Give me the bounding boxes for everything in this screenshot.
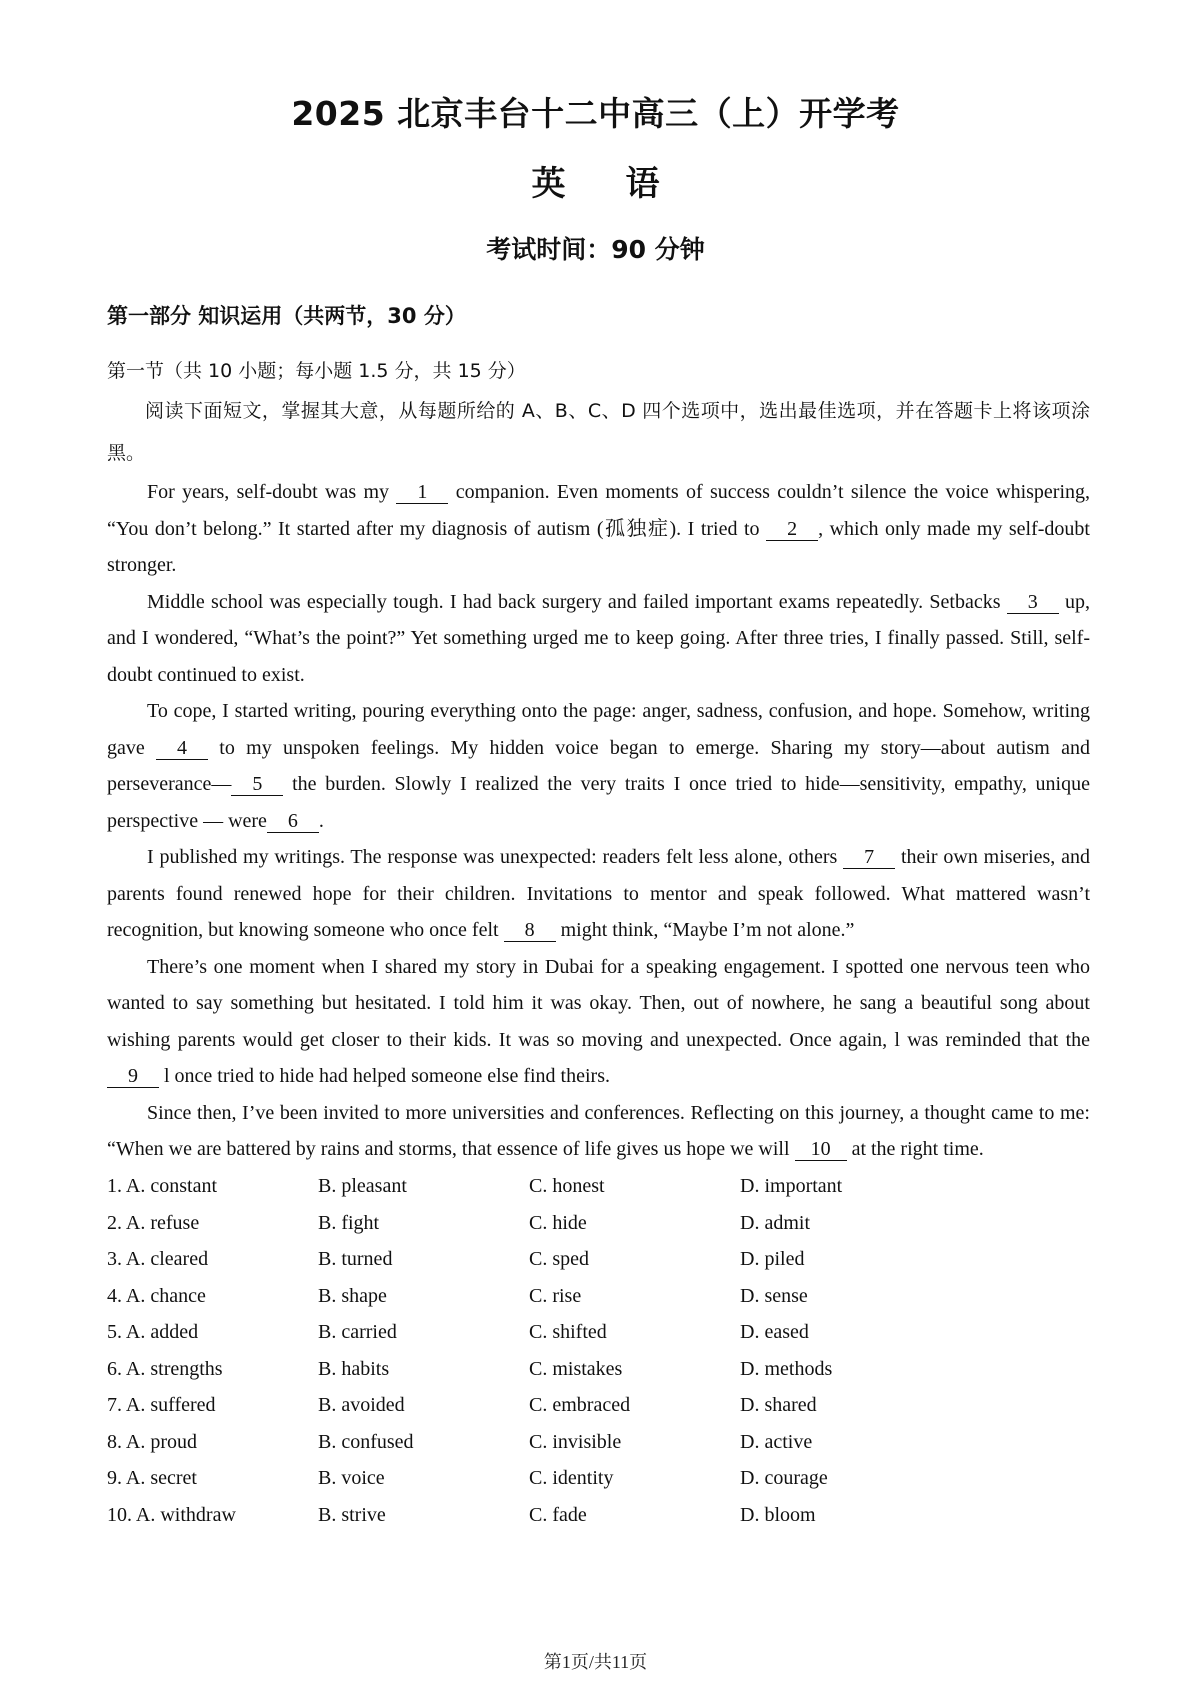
question-number: 4. (107, 1284, 122, 1307)
option-c (529, 1351, 622, 1388)
option-letter: A. (125, 1394, 151, 1416)
passage-paragraph-6 (107, 1095, 1090, 1168)
text-segment: up, and I wondered, “What’s the point?” Yet something urged me to keep going. After three tries, I finally passed. Still, self-doubt continued to exist. (107, 590, 1091, 686)
text-segment: might think, “Maybe I’m not alone.” (555, 919, 855, 941)
option-letter: D. (740, 1321, 765, 1343)
option-letter: B. (318, 1357, 342, 1380)
option-letter: C. (529, 1394, 553, 1416)
text-segment: . (318, 809, 324, 832)
option-letter: C. (529, 1430, 553, 1453)
option-b (318, 1278, 387, 1315)
option-text: sense (764, 1284, 808, 1307)
option-b (318, 1205, 379, 1242)
blank-7: 7 (843, 846, 895, 869)
question-number: 9. (107, 1467, 122, 1489)
blank-1: 1 (396, 481, 448, 504)
option-letter: C. (529, 1211, 553, 1234)
option-a (107, 1241, 208, 1278)
option-text: bloom (764, 1503, 816, 1526)
option-b (318, 1351, 389, 1388)
option-letter: B. (318, 1467, 342, 1489)
option-b (318, 1424, 414, 1461)
text-segment: to my unspoken feelings. My hidden voice began to emerge. Sharing my story—about autism and perseverance— (107, 736, 1090, 795)
question-number: 8. (107, 1430, 122, 1453)
option-letter: D. (740, 1175, 765, 1197)
question-number: 7. (107, 1394, 122, 1416)
option-a (107, 1205, 199, 1242)
text-segment: companion. Even moments of success couldn’t silence the voice whispering, “You don’t belong.” It started after my diagnosis of autism (孤独症). I tried to (107, 481, 1091, 540)
option-text: rise (552, 1284, 582, 1307)
text-segment: at the right time. (846, 1138, 984, 1160)
option-letter: C. (529, 1175, 553, 1197)
option-d (740, 1278, 808, 1315)
question-row (107, 1424, 1090, 1461)
option-letter: C. (529, 1284, 553, 1307)
option-text: fade (552, 1503, 587, 1526)
exam-time: 考试时间：90 分钟 (486, 235, 705, 264)
option-d (740, 1387, 817, 1424)
blank-2: 2 (766, 518, 818, 541)
option-letter: A. (125, 1175, 151, 1197)
option-b (318, 1497, 386, 1534)
option-text: shifted (552, 1321, 607, 1343)
option-letter: B. (318, 1211, 342, 1234)
option-c (529, 1205, 587, 1242)
option-text: added (150, 1321, 199, 1343)
directions: 阅读下面短文，掌握其大意，从每题所给的 A、B、C、D 四个选项中，选出最佳选项，并在答题卡上将该项涂黑。 (107, 400, 1090, 464)
option-letter: A. (125, 1248, 151, 1270)
question-row (107, 1241, 1090, 1278)
option-c (529, 1387, 630, 1424)
option-letter: C. (529, 1248, 553, 1270)
option-letter: B. (318, 1248, 342, 1270)
option-c (529, 1497, 587, 1534)
option-b (318, 1314, 397, 1351)
option-d (740, 1241, 804, 1278)
blank-8: 8 (504, 919, 556, 942)
passage-paragraph-4 (107, 839, 1090, 949)
option-a (107, 1460, 197, 1497)
option-text: honest (552, 1175, 605, 1197)
option-a (107, 1387, 216, 1424)
question-number: 2. (107, 1211, 122, 1234)
option-text: invisible (552, 1430, 622, 1453)
passage-paragraph-2 (107, 584, 1090, 694)
question-number: 1. (107, 1175, 122, 1197)
option-letter: C. (529, 1357, 553, 1380)
option-letter: A. (125, 1211, 151, 1234)
option-text: avoided (341, 1394, 405, 1416)
option-text: strive (341, 1503, 386, 1526)
option-text: pleasant (341, 1175, 407, 1197)
option-a (107, 1278, 206, 1315)
option-text: carried (341, 1321, 397, 1343)
option-text: sped (552, 1248, 590, 1270)
part-heading: 第一部分 知识运用（共两节，30 分） (107, 304, 466, 328)
option-text: eased (764, 1321, 809, 1343)
option-text: voice (341, 1467, 385, 1489)
option-text: shape (341, 1284, 387, 1307)
page-number: 第1页/共11页 (543, 1652, 648, 1672)
option-letter: B. (318, 1394, 342, 1416)
question-number: 3. (107, 1248, 122, 1270)
question-row (107, 1278, 1090, 1315)
option-text: confused (341, 1430, 414, 1453)
exam-title: 2025 北京丰台十二中高三（上）开学考 (291, 94, 900, 133)
option-text: constant (150, 1175, 218, 1197)
option-letter: A. (125, 1467, 151, 1489)
cloze-content (107, 352, 1090, 1168)
option-text: active (764, 1430, 813, 1453)
text-segment: Middle school was especially tough. I had back surgery and failed important exams repeatedly. Setbacks (147, 590, 1007, 613)
subject-char-2: 语 (625, 164, 660, 204)
option-c (529, 1314, 607, 1351)
text-segment: To cope, I started writing, pouring everything onto the page: anger, sadness, confusion, and hope. Somehow, writing gave (107, 700, 1090, 759)
subject-char-1: 英 (531, 164, 566, 204)
option-c (529, 1168, 605, 1205)
question-number: 5. (107, 1321, 122, 1343)
option-letter: A. (125, 1430, 151, 1453)
question-row (107, 1314, 1090, 1351)
option-a (107, 1314, 198, 1351)
option-text: fight (341, 1211, 380, 1234)
question-row (107, 1168, 1090, 1205)
option-a (107, 1497, 236, 1534)
text-segment: l once tried to hide had helped someone else find theirs. (159, 1065, 610, 1087)
option-text: hide (552, 1211, 587, 1234)
option-letter: C. (529, 1467, 553, 1489)
option-text: turned (341, 1248, 393, 1270)
text-segment: For years, self-doubt was my (147, 481, 397, 503)
option-a (107, 1424, 197, 1461)
option-letter: B. (318, 1503, 342, 1526)
option-letter: A. (125, 1357, 151, 1380)
option-d (740, 1168, 842, 1205)
option-text: admit (764, 1211, 810, 1234)
question-row (107, 1497, 1090, 1534)
option-text: chance (150, 1284, 206, 1307)
option-d (740, 1424, 812, 1461)
option-letter: B. (318, 1430, 342, 1453)
option-text: identity (552, 1467, 614, 1489)
option-d (740, 1460, 828, 1497)
option-b (318, 1387, 405, 1424)
option-c (529, 1278, 581, 1315)
option-letter: A. (125, 1284, 151, 1307)
text-segment: I published my writings. The response was unexpected: readers felt less alone, others (147, 846, 844, 868)
option-b (318, 1168, 407, 1205)
option-a (107, 1351, 223, 1388)
subject-title (0, 156, 1191, 205)
blank-10: 10 (795, 1138, 847, 1161)
section-heading: 第一节（共 10 小题；每小题 1.5 分，共 15 分） (107, 360, 526, 382)
option-letter: D. (740, 1284, 765, 1307)
option-d (740, 1497, 816, 1534)
blank-5: 5 (231, 773, 283, 796)
option-text: secret (150, 1467, 197, 1489)
option-letter: D. (740, 1394, 765, 1416)
blank-9: 9 (107, 1065, 159, 1088)
option-a (107, 1168, 217, 1205)
option-b (318, 1241, 392, 1278)
blank-3: 3 (1007, 591, 1059, 614)
option-text: strengths (150, 1357, 223, 1380)
option-c (529, 1460, 613, 1497)
option-text: piled (764, 1248, 805, 1270)
option-letter: A. (125, 1321, 151, 1343)
text-segment: Since then, I’ve been invited to more universities and conferences. Reflecting on this journey, a thought came to me: “When we are battered by rains and storms, that essence of life gives us hope we will (107, 1101, 1090, 1160)
option-text: suffered (150, 1394, 216, 1416)
option-text: refuse (150, 1211, 200, 1234)
option-text: courage (764, 1467, 828, 1489)
option-letter: D. (740, 1248, 765, 1270)
option-d (740, 1351, 832, 1388)
text-segment: their own miseries, and parents found renewed hope for their children. Invitations to mentor and speak followed. What mattered wasn’t recognition, but knowing someone who once felt (107, 846, 1090, 941)
question-row (107, 1205, 1090, 1242)
question-number: 10. (107, 1503, 132, 1526)
question-number: 6. (107, 1357, 122, 1380)
option-letter: C. (529, 1503, 553, 1526)
option-c (529, 1424, 621, 1461)
option-d (740, 1205, 810, 1242)
blank-4: 4 (156, 737, 208, 760)
option-c (529, 1241, 589, 1278)
option-text: cleared (150, 1248, 209, 1270)
option-letter: B. (318, 1175, 342, 1197)
option-letter: C. (529, 1321, 553, 1343)
option-text: important (764, 1175, 843, 1197)
option-letter: D. (740, 1211, 765, 1234)
text-segment: , which only made my self-doubt stronger. (107, 517, 1090, 576)
option-letter: B. (318, 1284, 342, 1307)
option-letter: D. (740, 1503, 765, 1526)
option-text: methods (764, 1357, 833, 1380)
option-text: mistakes (552, 1357, 623, 1380)
option-letter: D. (740, 1357, 765, 1380)
option-letter: D. (740, 1430, 765, 1453)
option-letter: D. (740, 1467, 765, 1489)
answer-options (107, 1168, 1090, 1533)
passage-paragraph-1 (107, 474, 1090, 584)
passage-paragraph-3 (107, 693, 1090, 839)
option-text: proud (150, 1430, 198, 1453)
blank-6: 6 (267, 810, 319, 833)
text-segment: the burden. Slowly I realized the very traits I once tried to hide—sensitivity, empathy, unique perspective — were (107, 773, 1090, 832)
question-row (107, 1351, 1090, 1388)
question-row (107, 1387, 1090, 1424)
text-segment: There’s one moment when I shared my story in Dubai for a speaking engagement. I spotted one nervous teen who wanted to say something but hesitated. I told him it was okay. Then, out of nowhere, he sang a beautiful song about wishing parents would get closer to their kids. It was so moving and unexpected. Once again, l was reminded that the (107, 955, 1090, 1051)
option-b (318, 1460, 385, 1497)
option-text: withdraw (160, 1503, 236, 1526)
option-text: habits (341, 1357, 390, 1380)
option-text: embraced (552, 1394, 631, 1416)
question-row (107, 1460, 1090, 1497)
passage-paragraph-5 (107, 949, 1090, 1095)
option-letter: B. (318, 1321, 342, 1343)
option-letter: A. (135, 1503, 161, 1526)
option-d (740, 1314, 809, 1351)
option-text: shared (764, 1394, 817, 1416)
